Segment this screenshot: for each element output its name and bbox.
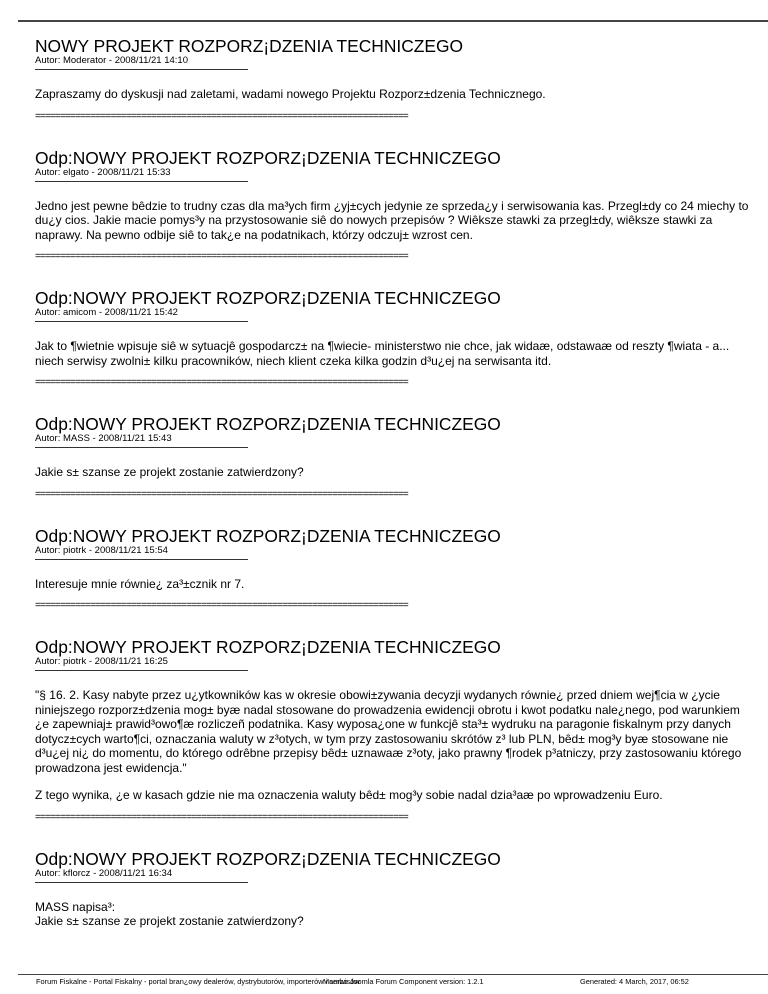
post-meta: Autor: MASS - 2008/11/21 15:43 bbox=[35, 433, 172, 444]
post-body bbox=[35, 900, 750, 929]
post-paragraph: "§ 16. 2. Kasy nabyte przez u¿ytkowników kas w okresie obowi±zywania decyzji wydanych równie¿ przed dniem wej¶cia w ¿ycie niniejszego rozporz±dzenia mog± byæ nadal stosowane do prowadzenia ewidencji obrotu i kwot podatku nale¿nego, pod warunkiem ¿e zapewniaj± prawid³owo¶æ rozliczeñ podatnika. Kasy wyposa¿one w funkcjê sta³± wydruku na paragonie fiskalnym przy danych dotycz±cych warto¶ci, oznaczania waluty w z³otych, w tym przy zastosowaniu skrótów z³ lub PLN, bêd± mog³y byæ stosowane nie d³u¿ej ni¿ do momentu, do którego odrêbne przepisy bêd± uznawaæ z³oty, jako prawny ¶rodek p³atniczy, przy zastosowaniu którego prowadzona jest ewidencja." bbox=[35, 688, 742, 775]
footer-generated-date: Generated: 4 March, 2017, 06:52 bbox=[580, 977, 689, 986]
post bbox=[35, 148, 750, 263]
post-body bbox=[35, 199, 750, 243]
post-body bbox=[35, 465, 750, 480]
post-meta: Autor: amicom - 2008/11/21 15:42 bbox=[35, 307, 178, 318]
meta-divider bbox=[35, 559, 248, 560]
post-paragraph: Jedno jest pewne bêdzie to trudny czas dla ma³ych firm ¿yj±cych jedynie ze sprzeda¿y i serwisowania kas. Przegl±dy co 24 miechy to du¿y cios. Jakie macie pomys³y na przystosowanie siê do nowych przepisów ? Wiêksze stawki za przegl±dy, wiêksze stawki za naprawy. Na pewno odbije siê to tak¿e na podatnikach, którzy odczuj± wzrost cen. bbox=[35, 198, 749, 242]
post-body bbox=[35, 87, 750, 102]
post-paragraph: Interesuje mnie równie¿ za³±cznik nr 7. bbox=[35, 576, 245, 591]
meta-divider bbox=[35, 447, 248, 448]
post bbox=[35, 637, 750, 823]
post bbox=[35, 288, 750, 388]
meta-divider bbox=[35, 321, 248, 322]
top-rule bbox=[18, 20, 768, 22]
quote-author: MASS napisa³: bbox=[35, 899, 116, 914]
post-body bbox=[35, 688, 750, 803]
post bbox=[35, 36, 750, 122]
post-meta: Autor: kflorcz - 2008/11/21 16:34 bbox=[35, 867, 173, 879]
post-separator: ========================================================================== bbox=[35, 252, 408, 262]
post-title: Odp:NOWY PROJEKT ROZPORZ¡DZENIA TECHNICZEGO bbox=[35, 414, 501, 434]
post-meta: Autor: piotrk - 2008/11/21 16:25 bbox=[35, 656, 168, 667]
meta-divider bbox=[35, 181, 248, 182]
post-separator: ========================================================================== bbox=[35, 489, 408, 500]
post-meta: Autor: elgato - 2008/11/21 15:33 bbox=[35, 166, 171, 178]
footer-component-version: Mambo Joomla Forum Component version: 1.2.1 bbox=[323, 977, 484, 986]
meta-divider bbox=[35, 670, 248, 671]
post-body bbox=[35, 339, 750, 368]
post-separator: ========================================================================== bbox=[35, 812, 408, 823]
post-paragraph: Z tego wynika, ¿e w kasach gdzie nie ma oznaczenia waluty bêd± mog³y sobie nadal dzia³aæ po wprowadzeniu Euro. bbox=[35, 788, 663, 802]
post-title: Odp:NOWY PROJEKT ROZPORZ¡DZENIA TECHNICZEGO bbox=[35, 288, 501, 308]
footer-site-name: Forum Fiskalne - Portal Fiskalny - portal bran¿owy dealerów, dystrybutorów, importerów i serwisów bbox=[36, 977, 360, 986]
quote-text: Jakie s± szanse ze projekt zostanie zatwierdzony? bbox=[35, 914, 304, 928]
post-separator: ========================================================================== bbox=[35, 378, 408, 388]
post-title: Odp:NOWY PROJEKT ROZPORZ¡DZENIA TECHNICZEGO bbox=[35, 147, 501, 168]
page-footer bbox=[18, 974, 768, 986]
post-paragraph: Jak to ¶wietnie wpisuje siê w sytuacjê gospodarcz± na ¶wiecie- ministerstwo nie chce, jak widaæ, odstawaæ od reszty ¶wiata - a... niech serwisy zwolni± kilku pracowników, niech klient czeka kilka godzin d³u¿ej na serwisanta itd. bbox=[35, 339, 730, 368]
post-title: NOWY PROJEKT ROZPORZ¡DZENIA TECHNICZEGO bbox=[35, 36, 464, 56]
post bbox=[35, 526, 750, 612]
post-paragraph: Jakie s± szanse ze projekt zostanie zatwierdzony? bbox=[35, 465, 304, 479]
post-meta: Autor: piotrk - 2008/11/21 15:54 bbox=[35, 544, 168, 556]
post bbox=[35, 414, 750, 500]
thread bbox=[35, 36, 750, 929]
post-title: Odp:NOWY PROJEKT ROZPORZ¡DZENIA TECHNICZEGO bbox=[35, 637, 501, 657]
post-separator: ========================================================================== bbox=[35, 601, 408, 611]
post-body bbox=[35, 577, 750, 592]
post-separator: ========================================================================== bbox=[35, 111, 408, 122]
meta-divider bbox=[35, 882, 248, 883]
post-paragraph: Zapraszamy do dyskusji nad zaletami, wadami nowego Projektu Rozporz±dzenia Technicznego. bbox=[35, 87, 546, 101]
post bbox=[35, 849, 750, 929]
post-title: Odp:NOWY PROJEKT ROZPORZ¡DZENIA TECHNICZEGO bbox=[35, 525, 501, 546]
post-meta: Autor: Moderator - 2008/11/21 14:10 bbox=[35, 55, 188, 66]
meta-divider bbox=[35, 69, 248, 70]
post-title: Odp:NOWY PROJEKT ROZPORZ¡DZENIA TECHNICZEGO bbox=[35, 848, 501, 869]
